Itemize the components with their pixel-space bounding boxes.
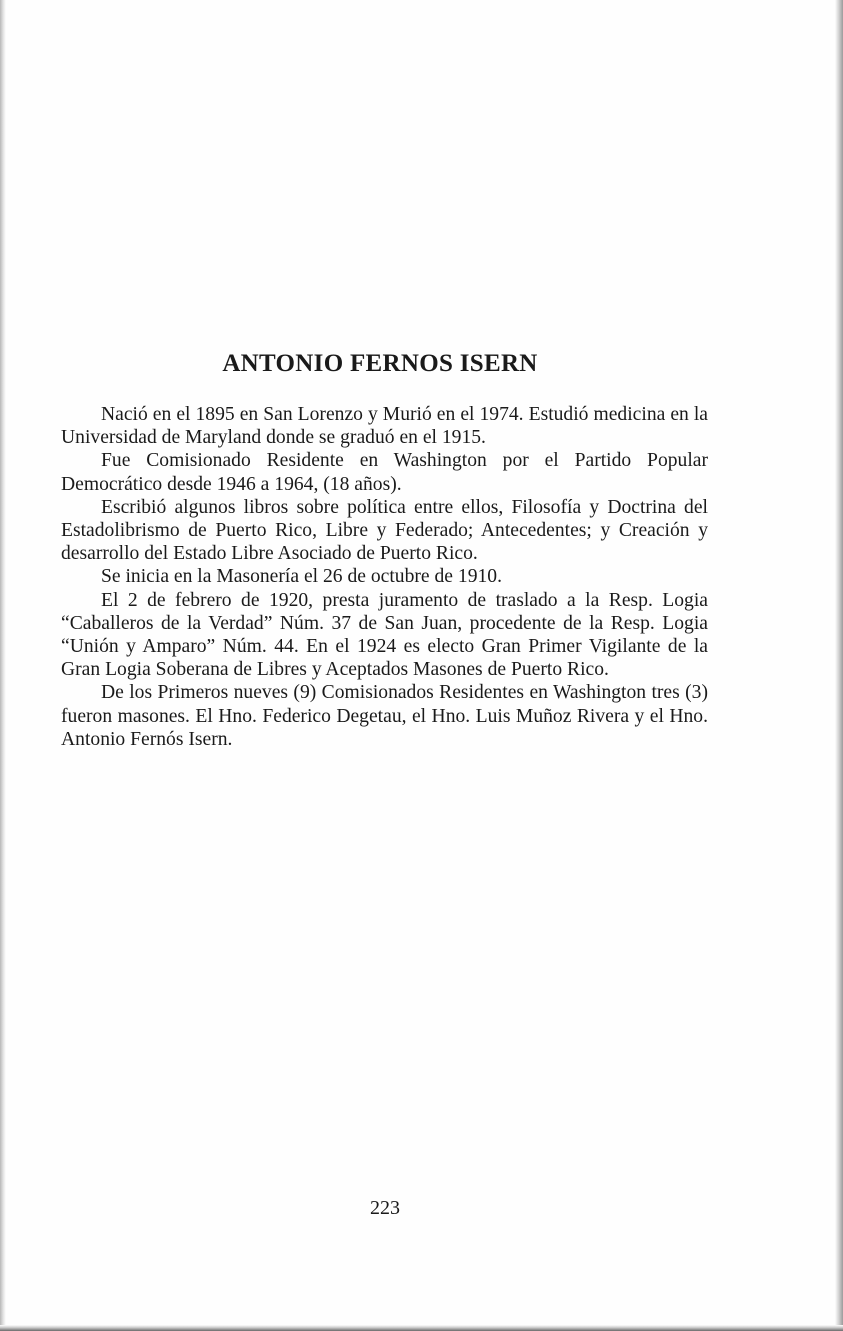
- paragraph-books: Escribió algunos libros sobre política entre ellos, Filosofía y Doctrina del Estadolibrismo de Puerto Rico, Libre y Federado; Antecedentes; y Creación y desarrollo del Estado Libre Asociado de Puerto Rico.: [61, 496, 708, 565]
- paragraph-birth: Nació en el 1895 en San Lorenzo y Murió en el 1974. Estudió medicina en la Universidad de Maryland donde se graduó en el 1915.: [61, 404, 708, 449]
- page-number: 223: [370, 1197, 400, 1219]
- page-title: ANTONIO FERNOS ISERN: [222, 350, 538, 377]
- page-edge-left: [0, 0, 6, 1331]
- body-text: [61, 403, 708, 751]
- page-edge-right: [835, 0, 843, 1331]
- paragraph-initiation: Se inicia en la Masonería el 26 de octubre de 1910.: [101, 566, 502, 588]
- paragraph-commissioner: Fue Comisionado Residente en Washington por el Partido Popular Democrático desde 1946 a 1964, (18 años).: [61, 450, 708, 495]
- page-edge-bottom: [0, 1325, 843, 1331]
- paragraph-lodge: El 2 de febrero de 1920, presta juramento de traslado a la Resp. Logia “Caballeros de la Verdad” Núm. 37 de San Juan, procedente de la Resp. Logia “Unión y Amparo” Núm. 44. En el 1924 es electo Gran Primer Vigilante de la Gran Logia Soberana de Libres y Aceptados Masones de Puerto Rico.: [61, 589, 708, 681]
- paragraph-masons: De los Primeros nueves (9) Comisionados Residentes en Washington tres (3) fueron masones. El Hno. Federico Degetau, el Hno. Luis Muñoz Rivera y el Hno. Antonio Fernós Isern.: [61, 682, 708, 750]
